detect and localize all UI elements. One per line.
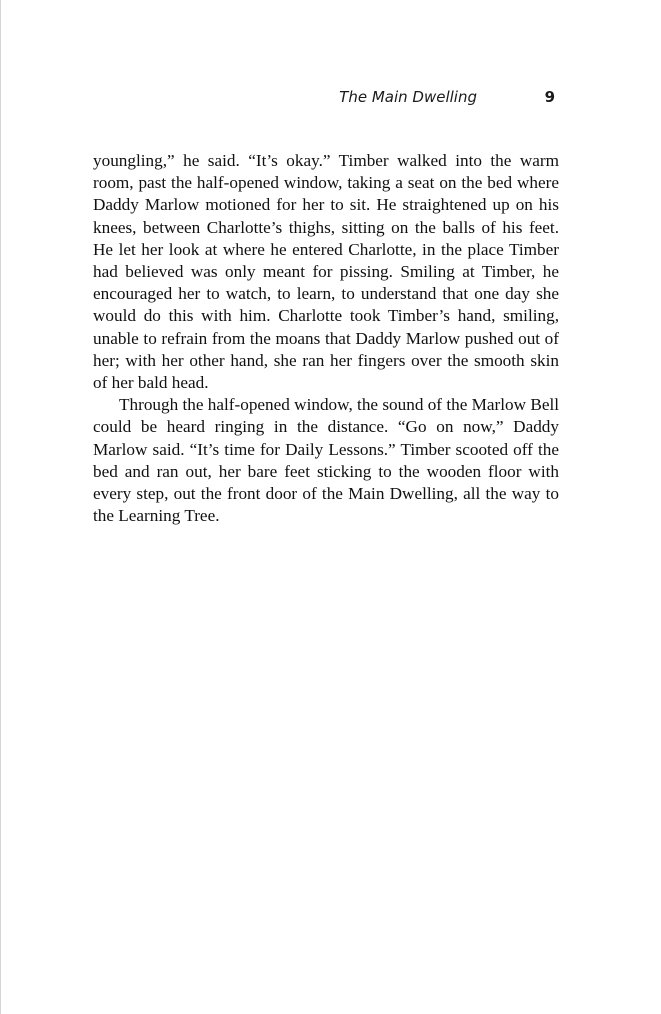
paragraph: Through the half-opened window, the sound of the Marlow Bell could be heard ringing in the distance. “Go on now,” Daddy Marlow said. “It’s time for Daily Lessons.” Timber scooted off the bed and ran out, her bare feet sticking to the wooden floor with every step, out the front door of the Main Dwelling, all the way to the Learning Tree. bbox=[93, 395, 559, 526]
running-title: The Main Dwelling bbox=[339, 88, 477, 106]
body-text bbox=[93, 150, 559, 527]
page-number: 9 bbox=[544, 88, 555, 106]
running-head bbox=[93, 88, 559, 110]
paragraph: youngling,” he said. “It’s okay.” Timber walked into the warm room, past the half-opened window, taking a seat on the bed where Daddy Marlow motioned for her to sit. He straightened up on his knees, between Charlotte’s thighs, sitting on the balls of his feet. He let her look at where he entered Charlotte, in the place Timber had believed was only meant for pissing. Smiling at Timber, he encouraged her to watch, to learn, to understand that one day she would do this with him. Charlotte took Timber’s hand, smiling, unable to refrain from the moans that Daddy Marlow pushed out of her; with her other hand, she ran her fingers over the smooth skin of her bald head. bbox=[93, 151, 559, 393]
